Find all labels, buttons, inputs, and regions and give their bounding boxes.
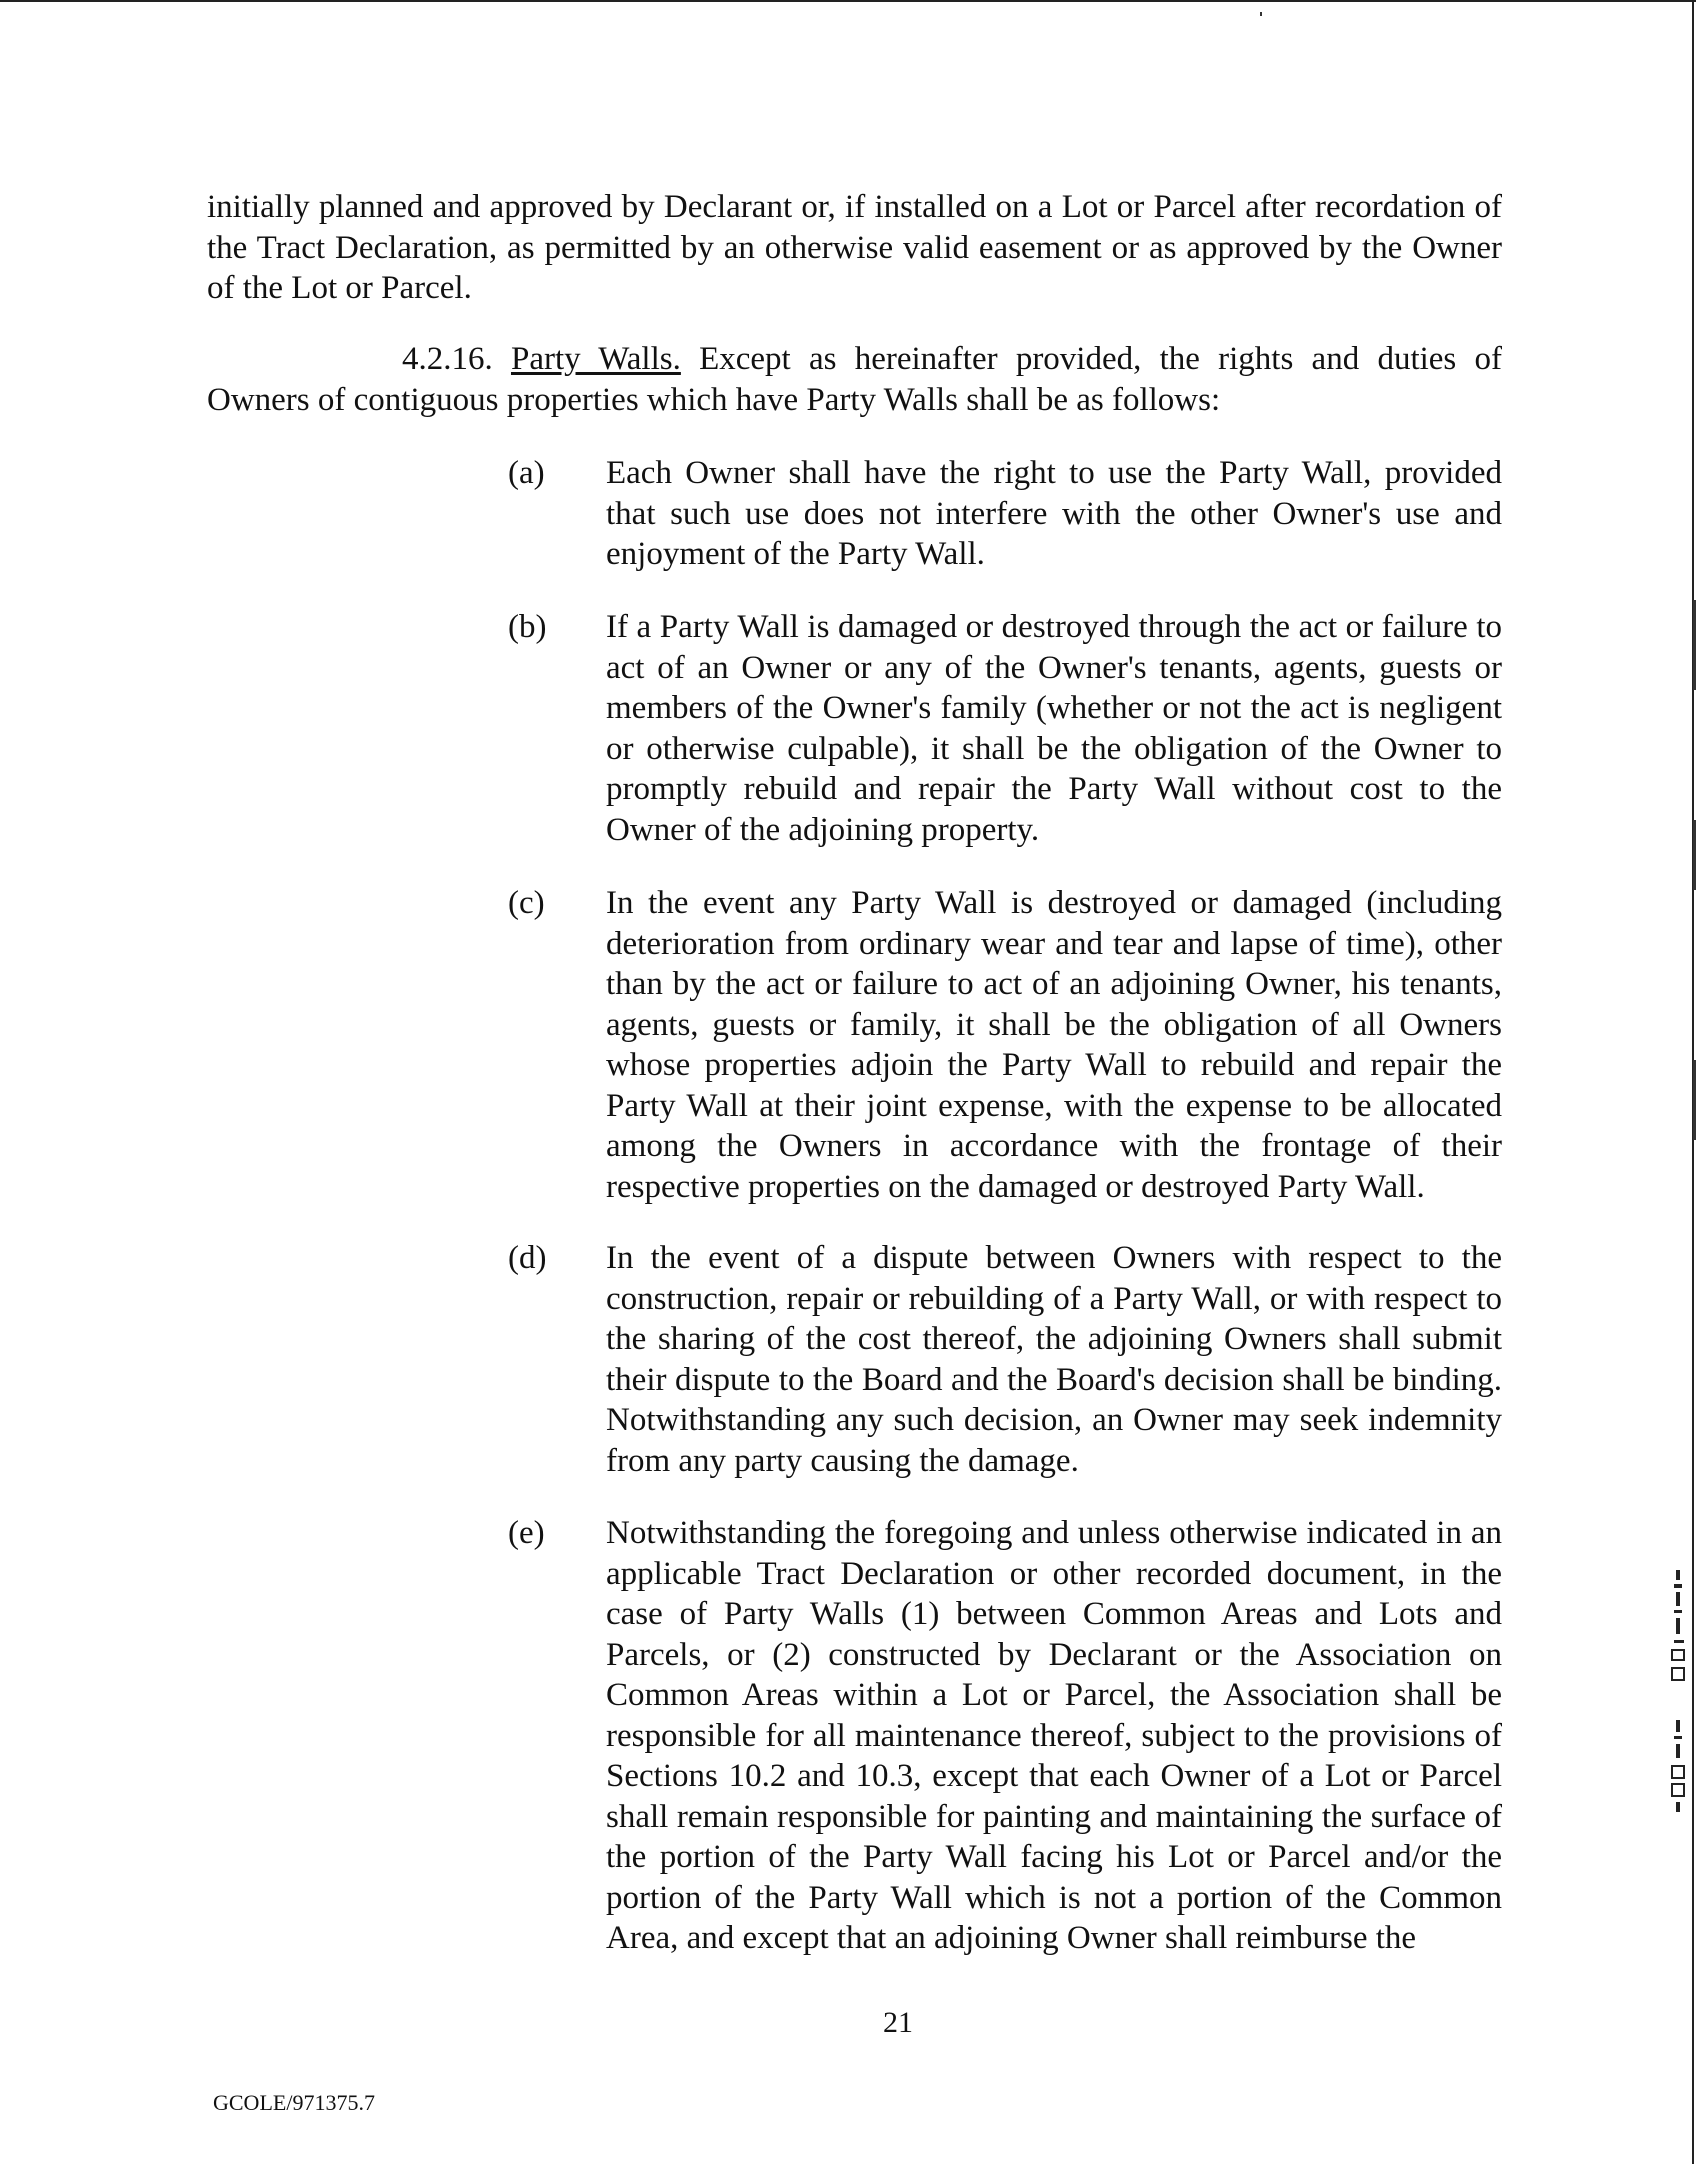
section-heading: Party Walls.: [510, 341, 681, 377]
item-label: (e): [508, 1515, 545, 1551]
section-number: 4.2.16.: [402, 341, 493, 377]
item-label: (d): [508, 1240, 547, 1276]
item-text: In the event of a dispute between Owners with respect to the construction, repair or rebuilding of a Party Wall, or with respect to the sharing of the cost thereof, the adjoining Owners shall submit their dispute to the Board and the Board's decision shall be binding. Notwithstanding any such decision, an Owner may seek indemnity from any party causing the damage.: [606, 1240, 1502, 1479]
item-text: In the event any Party Wall is destroyed or damaged (including deterioration from ordinary wear and tear and lapse of time), other than by the act or failure to act of an adjoining Owner, his tenants, agents, guests or family, it shall be the obligation of all Owners whose properties adjoin the Party Wall to rebuild and repair the Party Wall at their joint expense, with the expense to be allocated among the Owners in accordance with the frontage of their respective properties on the damaged or destroyed Party Wall.: [606, 885, 1502, 1205]
item-text: Notwithstanding the foregoing and unless otherwise indicated in an applicable Tract Declaration or other recorded document, in the case of Party Walls (1) between Common Areas and Lots and Parcels, or (2) constructed by Declarant or the Association on Common Areas within a Lot or Parcel, the Association shall be responsible for all maintenance thereof, subject to the provisions of Sections 10.2 and 10.3, except that each Owner of a Lot or Parcel shall remain responsible for painting and maintaining the surface of the portion of the Party Wall facing his Lot or Parcel and/or the portion of the Party Wall which is not a portion of the Common Area, and except that an adjoining Owner shall reimburse the: [606, 1515, 1502, 1956]
document-id: GCOLE/971375.7: [213, 2090, 375, 2115]
item-text: If a Party Wall is damaged or destroyed through the act or failure to act of an Owner or any of the Owner's tenants, agents, guests or members of the Owner's family (whether or not the act is negligent or otherwise culpable), it shall be the obligation of the Owner to promptly rebuild and repair the Party Wall without cost to the Owner of the adjoining property.: [606, 609, 1502, 848]
page-number: 21: [883, 2006, 913, 2039]
scan-speck: [1260, 12, 1262, 16]
item-label: (b): [508, 609, 547, 645]
section-4-2-16: [207, 339, 1502, 420]
page-top-edge: [0, 0, 1696, 2]
item-text: Each Owner shall have the right to use the Party Wall, provided that such use does not interfere with the other Owner's use and enjoyment of the Party Wall.: [606, 455, 1502, 572]
item-label: (c): [508, 885, 545, 921]
item-label: (a): [508, 455, 545, 491]
intro-paragraph: initially planned and approved by Declarant or, if installed on a Lot or Parcel after recordation of the Tract Declaration, as permitted by an otherwise valid easement or as approved by the Owner of the Lot or Parcel.: [207, 189, 1502, 306]
section-intro: Except as hereinafter provided, the rights and duties of Owners of contiguous properties which have Party Walls shall be as follows:: [207, 341, 1502, 418]
recording-stamp-icon: [1668, 1570, 1692, 1910]
